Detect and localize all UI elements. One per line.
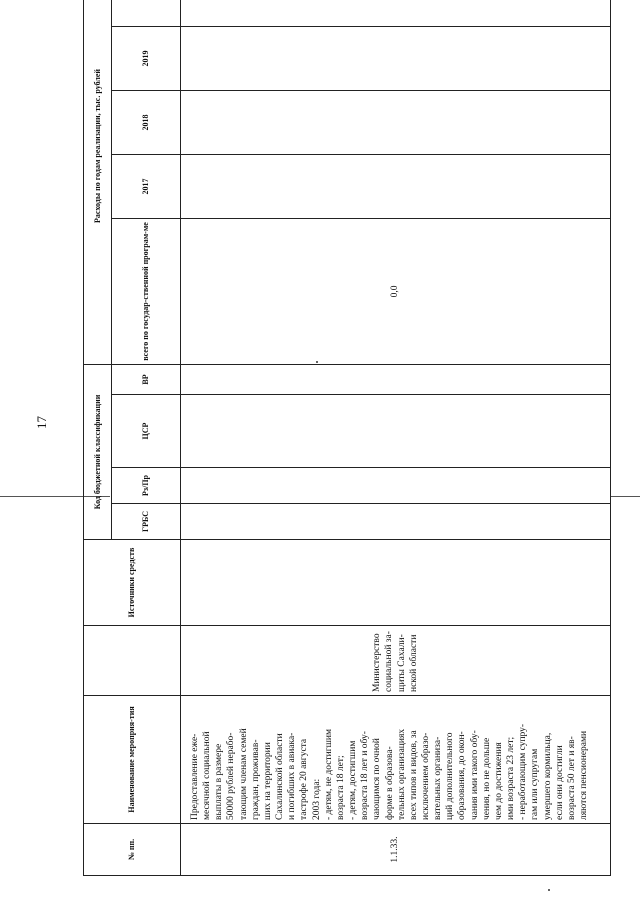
header-2019: 2019 xyxy=(112,26,181,90)
header-total: всего по государ-ственной програм-ме xyxy=(112,218,181,364)
rotated-table-wrapper xyxy=(83,28,611,876)
header-budget-classification: Код бюджетной классификации xyxy=(84,364,112,539)
header-vr: ВР xyxy=(112,364,181,394)
header-row-groups xyxy=(84,0,112,876)
row-2017 xyxy=(181,154,611,218)
row-vr xyxy=(181,364,611,394)
row-source xyxy=(181,540,611,626)
row-activity-name: Предоставление еже- месячной социальной выплаты в размере 50000 рублей нерабо- тающим членам семей граждан, проживав- ших на территории Сахалинской области и погибших в авиака- тастрофе 20 августа 2003 года: - детям, не достигшим возраста 18 лет; - детям, достигшим возраста 18 лет и обу- чающимся по очной форме в образова- тельных организациях всех типов и видов, за исключением образо- вательных организа- ций дополнительного образования, до окон- чания ими такого обу- чения, но не дольше чем до достижения ими возраста 23 лет; - неработающим супру- гам или супругам умершего кормильца, если они достигли возраста 50 лет и яв- ляются пенсионерами xyxy=(181,696,611,824)
row-number: 1.1.33. xyxy=(181,824,611,876)
row-executor: Министерство социальной за- щиты Сахали- нской области xyxy=(181,626,611,696)
row-2018 xyxy=(181,90,611,154)
header-source: Источники средств xyxy=(84,540,181,626)
program-table xyxy=(83,0,611,876)
header-rzpr: Рз/Пр xyxy=(112,468,181,504)
row-csr xyxy=(181,395,611,468)
header-2017: 2017 xyxy=(112,154,181,218)
scan-artifact-line-right xyxy=(610,496,640,497)
row-grbs xyxy=(181,504,611,540)
table-row xyxy=(181,0,611,876)
header-grbs: ГРБС xyxy=(112,504,181,540)
header-2020 xyxy=(112,0,181,26)
row-total: 0,0 xyxy=(181,218,611,364)
row-rzpr xyxy=(181,468,611,504)
row-2020 xyxy=(181,0,611,26)
scan-speck xyxy=(548,889,550,891)
row-2019 xyxy=(181,26,611,90)
header-csr: ЦСР xyxy=(112,395,181,468)
header-2018: 2018 xyxy=(112,90,181,154)
page-number: 17 xyxy=(34,416,49,429)
header-number: № пп. xyxy=(84,824,181,876)
header-executor xyxy=(84,626,181,696)
header-expenses: Расходы по годам реализации, тыс. рублей xyxy=(84,0,112,364)
header-name: Наименование мероприя-тия xyxy=(84,696,181,824)
